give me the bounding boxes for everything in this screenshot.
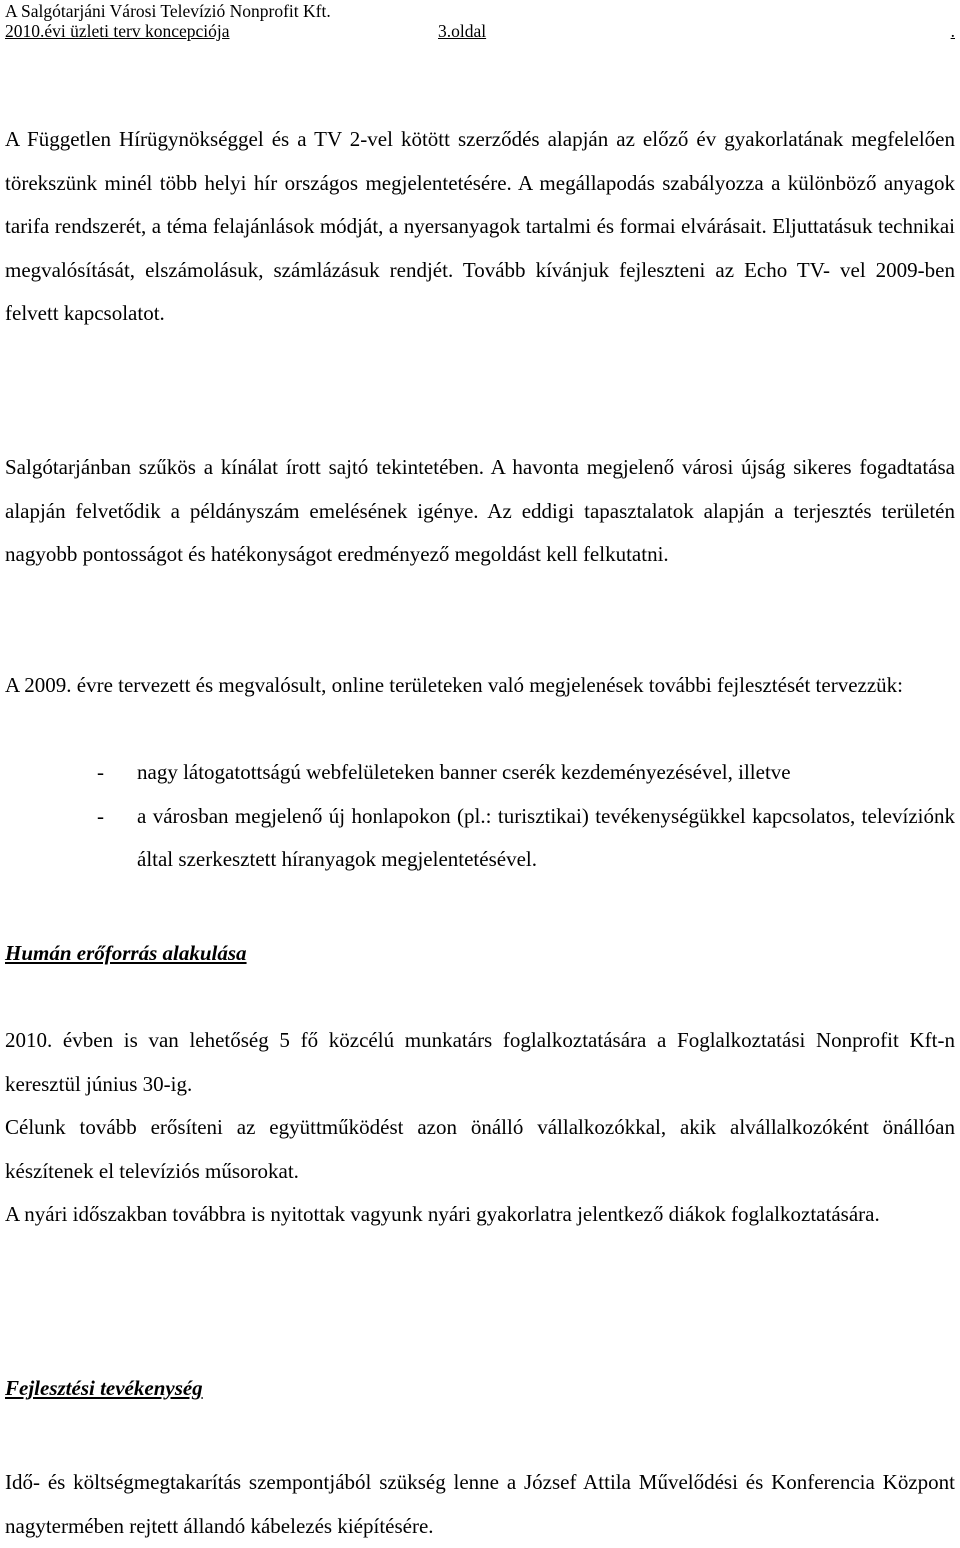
header-trailing-dot: . [950,21,955,41]
paragraph-employment: 2010. évben is van lehetőség 5 fő közcélú munkatárs foglalkoztatására a Foglalkoztatási Nonprofit Kft-n keresztül június 30-ig. [5,1028,955,1096]
paragraph-print-press: Salgótarjánban szűkös a kínálat írott sajtó tekintetében. A havonta megjelenő városi újság sikeres fogadtatása alapján felvetődik a példányszám emelésének igénye. Az eddigi tapasztalatok alapján a terjesztés területén nagyobb pontosságot és hatékonyságot eredményező megoldást kell felkutatni. [5,455,955,566]
paragraph-contractors: Célunk tovább erősíteni az együttműködést azon önálló vállalkozókkal, akik alvállalkozóként önállóan készítenek el televíziós műsorokat. [5,1115,955,1183]
list-item-text: a városban megjelenő új honlapokon (pl.: turisztikai) tevékenységükkel kapcsolatos, televíziónk által szerkesztett híranyagok megjelentetésével. [137,803,955,871]
paragraph-cabling: Idő- és költségmegtakarítás szempontjából szükség lenne a József Attila Művelődési és Konferencia Központ nagytermében rejtett állandó kábelezés kiépítésére. [5,1470,955,1538]
header-second-line [5,21,955,43]
list-dash: - [97,760,104,784]
list-item [5,751,955,795]
header-page-label: 3.oldal [438,21,487,41]
paragraph-summer-internship: A nyári időszakban továbbra is nyitottak vagyunk nyári gyakorlatra jelentkező diákok foglalkoztatására. [5,1202,880,1226]
list-dash: - [97,803,104,828]
paragraph-online-plans: A 2009. évre tervezett és megvalósult, online területeken való megjelenések további fejlesztését tervezzük: [5,673,903,697]
header-subtitle: 2010.évi üzleti terv koncepciója [5,21,230,41]
list-item [5,795,955,882]
header-company-name: A Salgótarjáni Városi Televízió Nonprofit Kft. [5,1,331,21]
paragraph-news-agency: A Független Hírügynökséggel és a TV 2-vel kötött szerződés alapján az előző év gyakorlatának megfelelően törekszünk minél több helyi hír országos megjelentetésére. A megállapodás szabályozza a különböző anyagok tarifa rendszerét, a téma felajánlások módját, a nyersanyagok tartalmi és formai elvárásait. Eljuttatásuk technikai megvalósítását, elszámolásuk, számlázásuk rendjét. Tovább kívánjuk fejleszteni az Echo TV- vel 2009-ben felvett kapcsolatot. [5,127,955,325]
online-plans-list [5,751,955,882]
list-item-text: nagy látogatottságú webfelületeken banner cserék kezdeményezésével, illetve [137,760,791,784]
section-heading-human-resources: Humán erőforrás alakulása [5,941,247,965]
section-heading-development: Fejlesztési tevékenység [5,1376,203,1400]
